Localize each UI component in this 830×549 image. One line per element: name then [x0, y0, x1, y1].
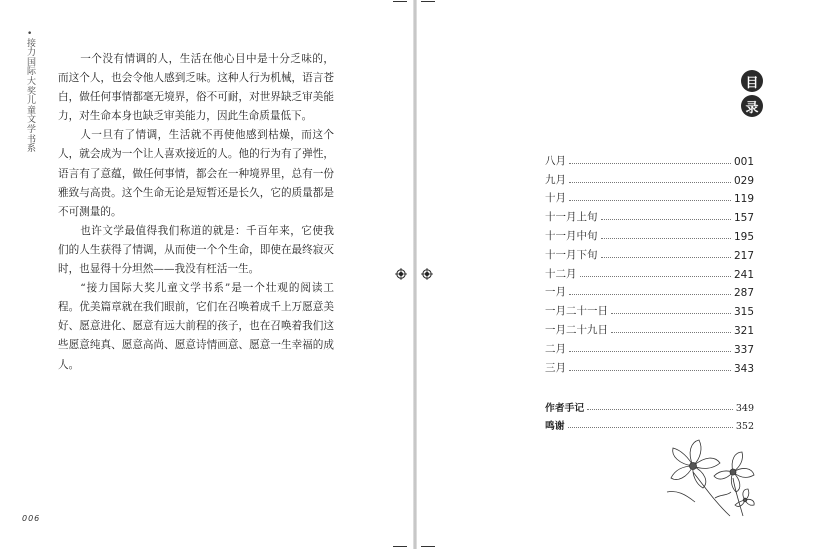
toc-entry-page: 349	[735, 402, 754, 414]
toc-entry[interactable]	[545, 414, 754, 433]
toc-leader-dots	[611, 312, 731, 314]
crop-mark	[421, 546, 435, 547]
preface-paragraph-1: 一个没有情调的人，生活在他心目中是十分乏味的，而这个人，也会令他人感到乏味。这种人行为机械，语言苍白，做任何事情都毫无境界，俗不可耐，对世界缺乏审美能力，对生命本身也缺乏审美能力，因此生命质量低下。	[58, 53, 334, 123]
crosshair-target-icon	[421, 268, 433, 280]
preface-paragraph-4: “接力国际大奖儿童文学书系”是一个壮观的阅读工程。优美篇章就在我们眼前，它们在召唤着成千上万愿意美好、愿意进化、愿意有远大前程的孩子，也在召唤着我们这些愿意纯真、愿意高尚、愿意诗情画意、愿意一生幸福的成人。	[58, 282, 334, 371]
preface-text	[58, 50, 334, 375]
toc-entry-label: 一月	[545, 286, 566, 299]
toc-leader-dots	[568, 426, 733, 428]
toc-leader-dots	[601, 218, 731, 220]
toc-entry-page: 119	[733, 193, 754, 206]
toc-entry-page: 352	[735, 421, 754, 432]
toc-entry-label: 作者手记	[545, 402, 585, 414]
toc-entry[interactable]	[545, 337, 754, 356]
toc-entry-label: 一月二十一日	[545, 305, 608, 318]
toc-entry-page: 287	[733, 287, 754, 300]
toc-entry[interactable]	[545, 187, 754, 206]
crop-mark	[393, 546, 407, 547]
toc-heading-lu: 录	[741, 95, 763, 117]
toc-entry-page: 001	[733, 155, 754, 168]
toc-entry[interactable]	[545, 281, 754, 300]
toc-entry-page: 337	[733, 343, 754, 356]
toc-entry-label: 十一月下旬	[545, 248, 598, 261]
toc-leader-dots	[601, 237, 731, 239]
toc-entry-page: 241	[733, 268, 754, 281]
preface-paragraph-2: 人一旦有了情调，生活就不再使他感到枯燥，而这个人，就会成为一个让人喜欢接近的人。他的行为有了弹性，语言有了意蕴，做任何事情，都会在一种境界里，总有一份雅致与高贵。这个生命无论是短暂还是长久，它的质量都是不可测量的。	[58, 129, 334, 218]
toc-entry-page: 315	[733, 306, 754, 319]
toc-entry-page: 029	[733, 174, 754, 187]
toc-leader-dots	[569, 350, 731, 352]
toc-entry-label: 鸣谢	[545, 421, 565, 432]
toc-entry[interactable]	[545, 356, 754, 375]
toc-entry[interactable]	[545, 224, 754, 243]
table-of-contents	[545, 149, 754, 375]
toc-entry-label: 九月	[545, 173, 566, 186]
toc-appendix	[545, 395, 754, 432]
toc-entry-label: 八月	[545, 154, 566, 167]
book-gutter	[413, 0, 417, 549]
left-page	[0, 0, 413, 549]
toc-entry-page: 321	[733, 324, 754, 337]
toc-entry[interactable]	[545, 168, 754, 187]
page-number: 006	[22, 514, 41, 523]
toc-heading-mu: 目	[741, 70, 763, 92]
toc-entry-label: 十月	[545, 192, 566, 205]
toc-entry[interactable]	[545, 299, 754, 318]
toc-leader-dots	[569, 369, 731, 371]
toc-entry-label: 十二月	[545, 267, 577, 280]
toc-leader-dots	[569, 181, 731, 183]
toc-entry-label: 一月二十九日	[545, 323, 608, 336]
toc-leader-dots	[569, 162, 731, 164]
toc-entry[interactable]	[545, 149, 754, 168]
toc-leader-dots	[569, 293, 731, 295]
preface-paragraph-3: 也许文学最值得我们称道的就是：千百年来，它使我们的人生获得了情调，从而使一个个生命，即使在最终寂灭时，也显得十分坦然——我没有枉活一生。	[58, 224, 334, 276]
toc-entry[interactable]	[545, 205, 754, 224]
crop-mark	[393, 1, 407, 2]
toc-entry-page: 157	[733, 212, 754, 225]
toc-leader-dots	[611, 331, 731, 333]
toc-entry-label: 十一月中旬	[545, 229, 598, 242]
toc-entry[interactable]	[545, 395, 754, 414]
toc-leader-dots	[569, 199, 731, 201]
toc-entry[interactable]	[545, 318, 754, 337]
cosmos-flower-icon	[655, 432, 770, 517]
toc-entry-page: 195	[733, 230, 754, 243]
toc-leader-dots	[587, 408, 733, 410]
toc-entry-label: 二月	[545, 342, 566, 355]
toc-entry[interactable]	[545, 243, 754, 262]
toc-leader-dots	[580, 275, 731, 277]
toc-entry-label: 三月	[545, 361, 566, 374]
toc-entry-page: 217	[733, 249, 754, 262]
toc-entry-label: 十一月上旬	[545, 211, 598, 224]
crop-mark	[421, 1, 435, 2]
series-title: •接力国际大奖儿童文学书系	[27, 29, 37, 155]
toc-entry-page: 343	[733, 362, 754, 375]
crosshair-target-icon	[395, 268, 407, 280]
toc-leader-dots	[601, 256, 731, 258]
toc-entry[interactable]	[545, 262, 754, 281]
